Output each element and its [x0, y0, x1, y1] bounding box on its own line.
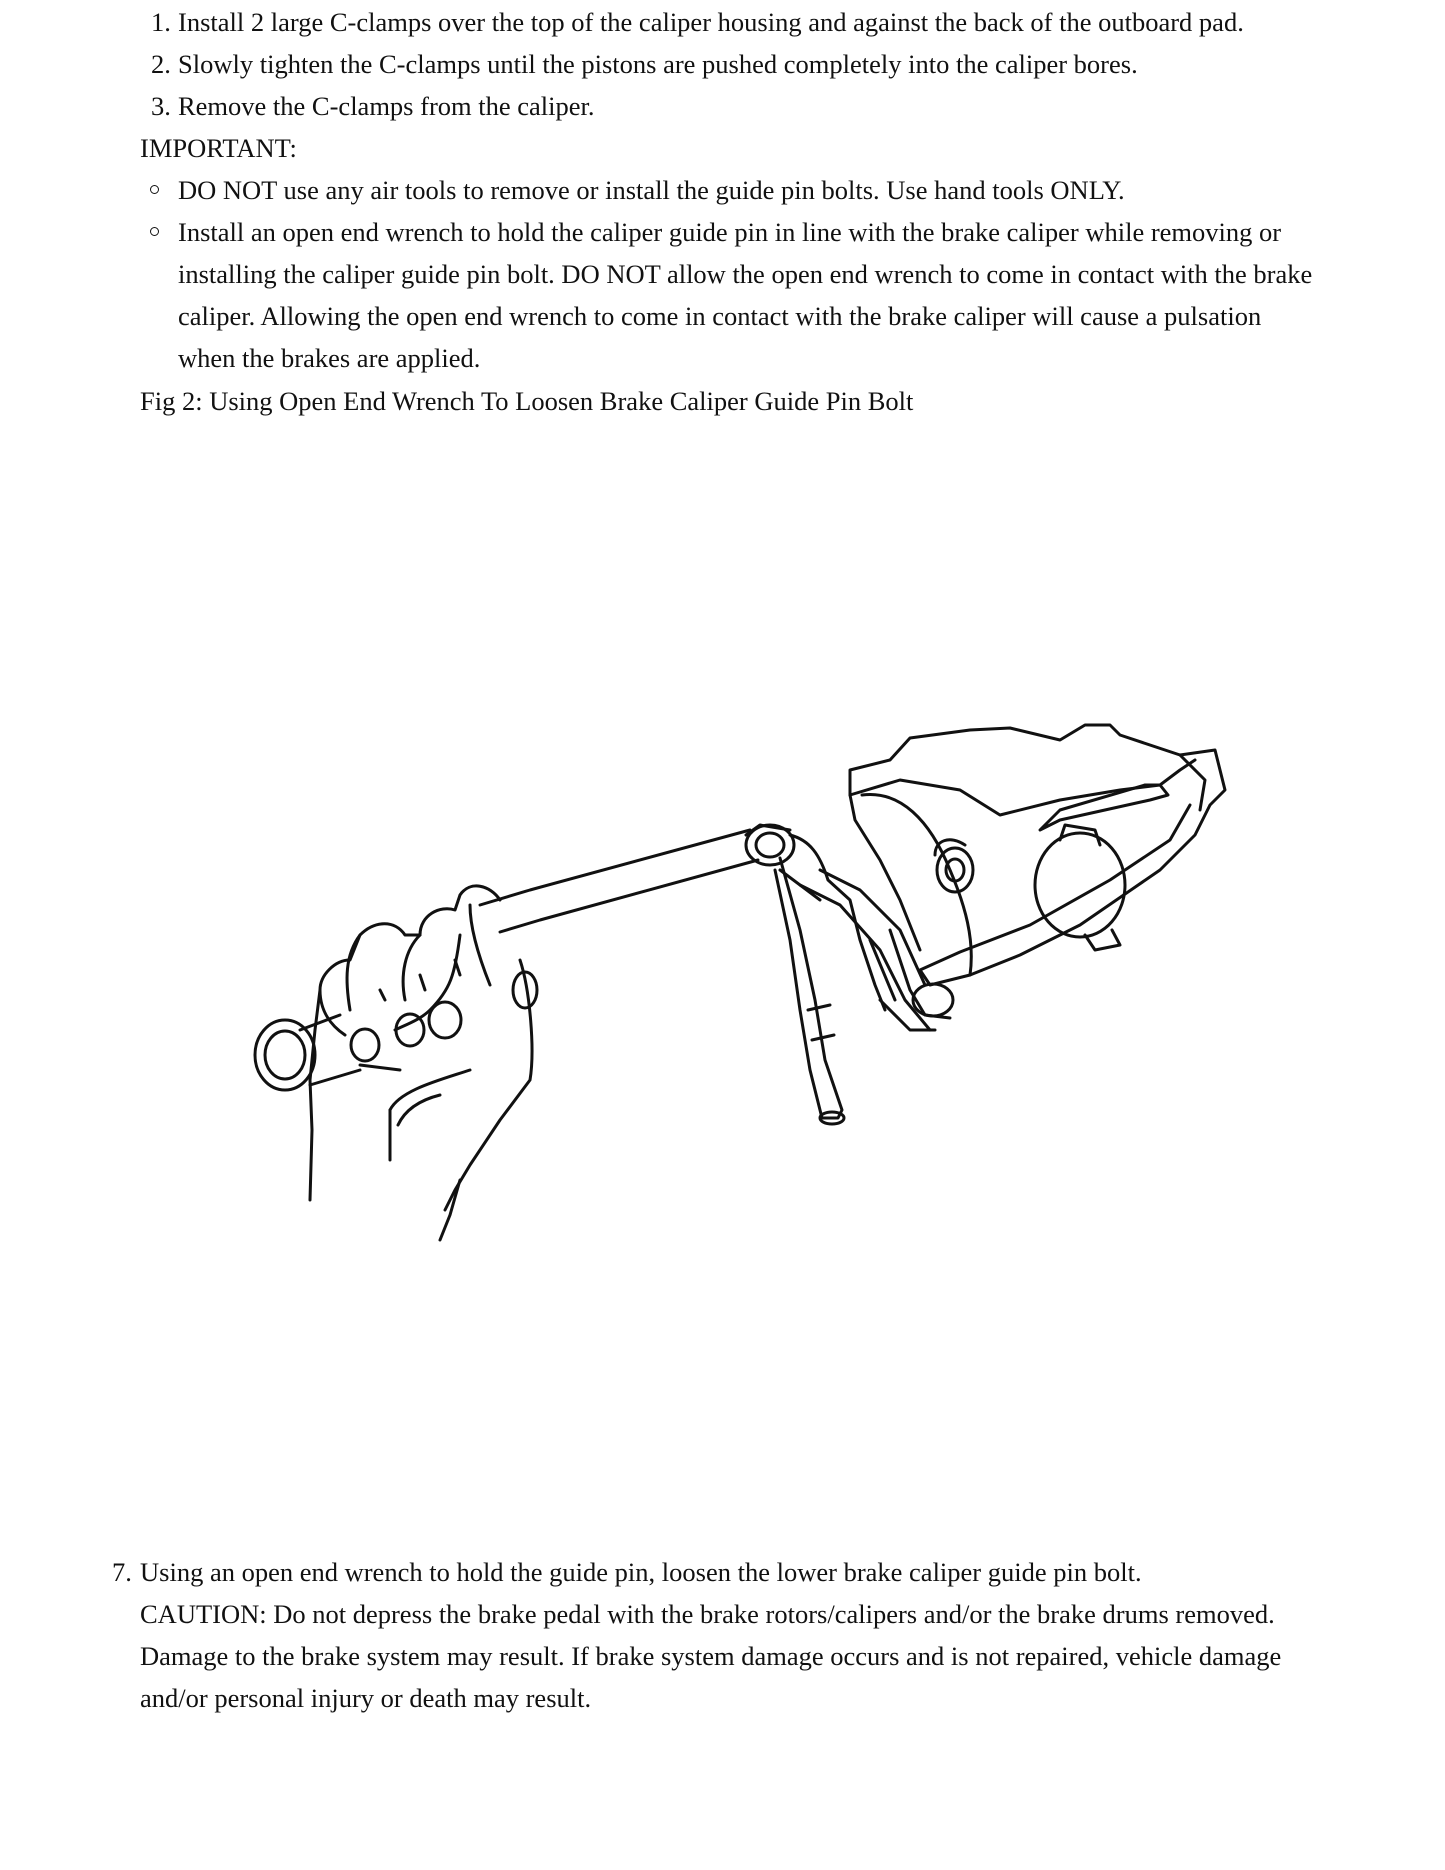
figure-caption: Fig 2: Using Open End Wrench To Loosen Brake Caliper Guide Pin Bolt	[140, 386, 914, 416]
extension-bar	[480, 830, 750, 905]
important-label: IMPORTANT:	[140, 133, 297, 163]
important-item-2-line-4: when the brakes are applied.	[178, 343, 481, 373]
hand	[310, 886, 500, 1200]
caliper-piston	[1035, 833, 1125, 937]
important-item-2-line-2: installing the caliper guide pin bolt. DO NOT allow the open end wrench to come in contact with the brake	[178, 259, 1313, 289]
important-item-1-line-1: DO NOT use any air tools to remove or install the guide pin bolts. Use hand tools ONLY.	[178, 175, 1125, 205]
brake-caliper-wrench-illustration	[240, 700, 1250, 1260]
step-7-text: Using an open end wrench to hold the guide pin, loosen the lower brake caliper guide pin bolt.	[140, 1557, 1142, 1587]
caution-line-3: and/or personal injury or death may result.	[140, 1683, 592, 1713]
important-item-2-line-1: Install an open end wrench to hold the caliper guide pin in line with the brake caliper while removing or	[178, 217, 1282, 247]
substep-1-text: Install 2 large C-clamps over the top of the caliper housing and against the back of the outboard pad.	[178, 7, 1244, 37]
caution-line-2: Damage to the brake system may result. If brake system damage occurs and is not repaired, vehicle damage	[140, 1641, 1282, 1671]
step-7-number: 7.	[112, 1557, 132, 1587]
substep-2-text: Slowly tighten the C-clamps until the pistons are pushed completely into the caliper bores.	[178, 49, 1138, 79]
caution-line-1: CAUTION: Do not depress the brake pedal with the brake rotors/calipers and/or the brake drums removed.	[140, 1599, 1275, 1629]
substep-2-number: 2.	[151, 49, 171, 79]
substep-3-text: Remove the C-clamps from the caliper.	[178, 91, 595, 121]
important-item-2-line-3: caliper. Allowing the open end wrench to come in contact with the brake caliper will cause a pulsation	[178, 301, 1262, 331]
important-bullet-1	[150, 185, 159, 194]
caliper-guide-pin-boss	[913, 984, 953, 1016]
substep-1-number: 1.	[151, 7, 171, 37]
substep-3-number: 3.	[151, 91, 171, 121]
wrench-handle-down	[775, 858, 842, 1118]
important-bullet-2	[150, 227, 159, 236]
